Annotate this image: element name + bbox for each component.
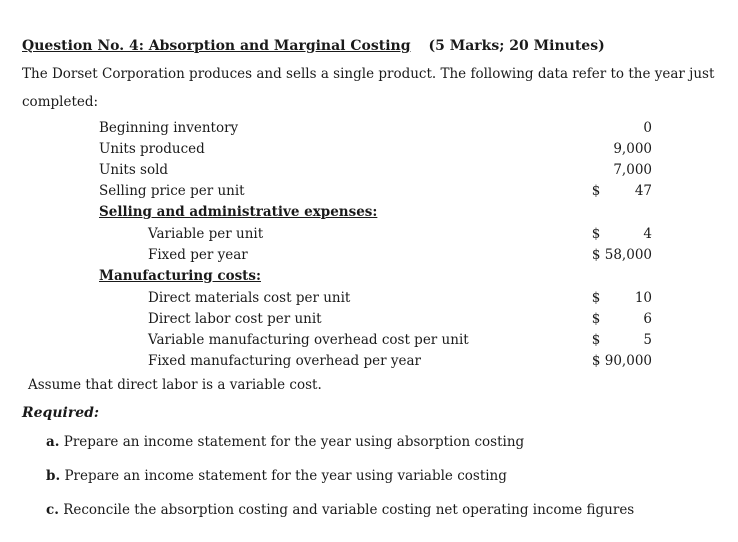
row-value-units-produced: 9,000 (613, 141, 652, 157)
intro-line-2: completed: (22, 94, 99, 110)
intro-line-1: The Dorset Corporation produces and sells a single product. The following data refer to the year just (22, 66, 715, 82)
row-label-units-sold: Units sold (99, 162, 169, 178)
section-selling-admin-expenses: Selling and administrative expenses: (99, 204, 378, 220)
task-b-text: Prepare an income statement for the year using variable costing (64, 468, 507, 484)
row-value-direct-labor: 6 (643, 311, 652, 327)
row-label-fixed-per-year: Fixed per year (148, 247, 248, 263)
row-label-variable-overhead: Variable manufacturing overhead cost per unit (148, 332, 469, 348)
task-a (46, 434, 524, 450)
row-value-fixed-overhead: $ 90,000 (591, 353, 652, 369)
row-label-variable-per-unit: Variable per unit (148, 226, 264, 242)
task-c-text: Reconcile the absorption costing and variable costing net operating income figures (63, 502, 635, 518)
task-a-letter: a. (46, 434, 60, 450)
row-label-fixed-overhead: Fixed manufacturing overhead per year (148, 353, 421, 369)
row-label-selling-price: Selling price per unit (99, 183, 245, 199)
row-currency-selling-price: $ (591, 183, 601, 199)
row-currency-direct-materials: $ (591, 290, 601, 306)
row-currency-variable-per-unit: $ (591, 226, 601, 242)
row-value-variable-per-unit: 4 (643, 226, 652, 242)
question-heading (22, 38, 605, 54)
task-c-letter: c. (46, 502, 59, 518)
row-currency-direct-labor: $ (591, 311, 601, 327)
row-value-fixed-per-year: $ 58,000 (591, 247, 652, 263)
task-b-letter: b. (46, 468, 61, 484)
row-value-beginning-inventory: 0 (643, 120, 652, 136)
required-heading: Required: (22, 405, 100, 421)
row-value-units-sold: 7,000 (613, 162, 652, 178)
row-value-selling-price: 47 (634, 183, 652, 199)
section-manufacturing-costs: Manufacturing costs: (99, 268, 261, 284)
question-marks: (5 Marks; 20 Minutes) (428, 38, 605, 54)
row-value-direct-materials: 10 (634, 290, 652, 306)
row-currency-variable-overhead: $ (591, 332, 601, 348)
row-label-direct-materials: Direct materials cost per unit (148, 290, 351, 306)
row-label-direct-labor: Direct labor cost per unit (148, 311, 322, 327)
row-label-units-produced: Units produced (99, 141, 205, 157)
note-direct-labor: Assume that direct labor is a variable cost. (28, 377, 322, 393)
task-b (46, 468, 507, 484)
question-title: Question No. 4: Absorption and Marginal Costing (22, 38, 411, 54)
task-a-text: Prepare an income statement for the year using absorption costing (63, 434, 525, 450)
task-c (46, 502, 634, 518)
row-value-variable-overhead: 5 (643, 332, 652, 348)
row-label-beginning-inventory: Beginning inventory (99, 120, 239, 136)
